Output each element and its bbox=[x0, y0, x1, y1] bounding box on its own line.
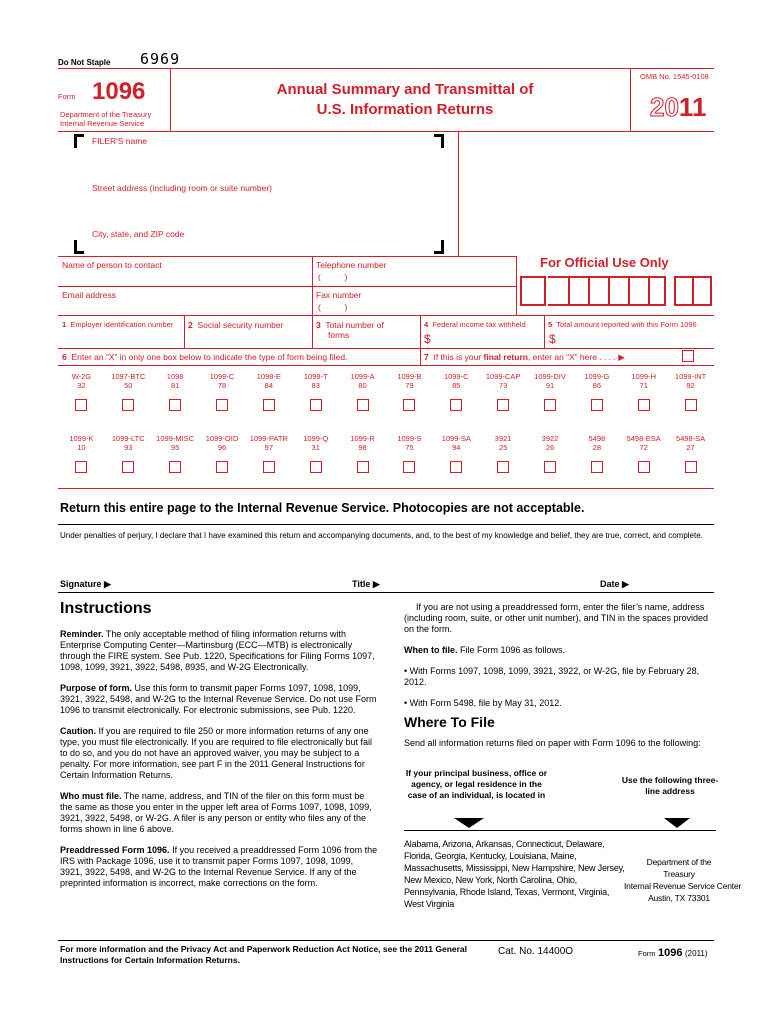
form-type-checkbox-5498-sa[interactable] bbox=[685, 461, 697, 473]
form-type-name: 1099-PATR bbox=[249, 434, 288, 443]
form-type-code: 80 bbox=[358, 381, 367, 390]
purpose-lead: Purpose of form. bbox=[60, 683, 133, 693]
final-return-checkbox[interactable] bbox=[682, 350, 694, 362]
form-types-top-rule bbox=[58, 365, 714, 366]
form-type-code: 10 bbox=[77, 443, 86, 452]
contact-top-rule bbox=[58, 256, 516, 257]
form-type-name: 1098-T bbox=[303, 372, 328, 381]
form-type-name: 1099-B bbox=[397, 372, 422, 381]
form-type-name: 1098-E bbox=[256, 372, 281, 381]
phone-parens: ( ) bbox=[318, 272, 348, 282]
form-type-checkbox-1097-btc[interactable] bbox=[122, 399, 134, 411]
form-type-name: 1099-LTC bbox=[111, 434, 145, 443]
not-preaddressed-paragraph: If you are not using a preaddressed form, enter the filer’s name, address (including room, suite, or other unit number), and TIN in the spaces provided on the form. bbox=[404, 602, 708, 634]
location-column-heading: If your principal business, office or agency, or legal residence in the case of an individual, is located in bbox=[405, 768, 548, 800]
footer-form-number: 1096 bbox=[658, 947, 683, 959]
form-type-checkbox-1099-k[interactable] bbox=[75, 461, 87, 473]
title-label: Title ▶ bbox=[352, 579, 380, 589]
official-use-box-4 bbox=[588, 276, 610, 306]
down-arrow-left-icon bbox=[454, 818, 484, 828]
form-type-label bbox=[385, 434, 433, 452]
form-type-code: 93 bbox=[124, 443, 133, 452]
form-type-label bbox=[198, 434, 246, 452]
form-type-name: 1097-BTC bbox=[111, 372, 146, 381]
form-type-name: 5498-SA bbox=[675, 434, 706, 443]
box5-number: 5 bbox=[548, 320, 553, 329]
agency-name: Internal Revenue Service bbox=[60, 119, 145, 128]
form-type-code: 28 bbox=[592, 443, 602, 452]
form-type-name: 1098 bbox=[166, 372, 184, 381]
form-type-name: 1099-C bbox=[443, 372, 469, 381]
corner-mark-bl-h bbox=[74, 251, 84, 254]
box2-label bbox=[188, 320, 283, 330]
box7-arrow: . . . . ▶ bbox=[599, 352, 625, 362]
form-type-checkbox-1099-h[interactable] bbox=[638, 399, 650, 411]
form-type-checkbox-1099-b[interactable] bbox=[403, 399, 415, 411]
year-outline: 20 bbox=[650, 92, 679, 122]
corner-mark-tr-h bbox=[434, 134, 444, 137]
form-type-name: 1099-K bbox=[69, 434, 94, 443]
header-divider-left bbox=[170, 68, 171, 131]
form-type-checkbox-1099-patr[interactable] bbox=[263, 461, 275, 473]
filer-city-label: City, state, and ZIP code bbox=[92, 229, 185, 239]
purpose-text: Use this form to transmit paper Forms 1097, 1098, 1099, 3921, 3922, 5498, and W-2G to the Internal Revenue Service. Do not use Form 1096 to transmit electronically. For electronic submissions, see Pub. 1220. bbox=[60, 683, 377, 715]
box4-label bbox=[424, 320, 526, 329]
grid-bottom-rule bbox=[58, 488, 714, 489]
form-type-name: W-2G bbox=[71, 372, 92, 381]
fax-label: Fax number bbox=[316, 290, 362, 300]
form-type-name: 1099-DIV bbox=[534, 372, 566, 381]
form-type-code: 94 bbox=[452, 443, 461, 452]
form-type-name: 3921 bbox=[494, 434, 512, 443]
preaddressed-lead: Preaddressed Form 1096. bbox=[60, 845, 170, 855]
official-use-box-9 bbox=[692, 276, 712, 306]
form-type-label bbox=[245, 372, 293, 390]
form-type-label bbox=[151, 434, 199, 452]
box4-dollar: $ bbox=[424, 332, 431, 346]
form-type-checkbox-1099-misc[interactable] bbox=[169, 461, 181, 473]
form-type-label bbox=[573, 372, 621, 390]
form-type-label bbox=[432, 434, 480, 452]
header-divider-right bbox=[630, 68, 631, 131]
form-type-checkbox-3922[interactable] bbox=[544, 461, 556, 473]
form-title bbox=[200, 80, 610, 120]
box5-text: Total amount reported with this Form 1096 bbox=[556, 320, 697, 329]
form-type-name: 1099-Q bbox=[303, 434, 329, 443]
box7-text-pre: If this is your bbox=[433, 352, 484, 362]
privacy-notice: For more information and the Privacy Act and Paperwork Reduction Act Notice, see the 2011 General Instructions for Certain Information Returns. bbox=[60, 944, 468, 965]
form-type-name: 1099-OID bbox=[205, 434, 239, 443]
form-label: Form bbox=[58, 92, 76, 101]
header-bottom-rule bbox=[58, 131, 714, 132]
form-type-checkbox-1099-int[interactable] bbox=[685, 399, 697, 411]
form-type-label bbox=[339, 372, 387, 390]
form-type-label bbox=[479, 372, 527, 390]
form-type-code: 92 bbox=[686, 381, 695, 390]
form-type-name: 1099-INT bbox=[674, 372, 707, 381]
form-type-name: 5498 bbox=[588, 434, 606, 443]
box6-text: Enter an “X” in only one box below to indicate the type of form being filed. bbox=[71, 352, 348, 362]
official-use-box-8 bbox=[674, 276, 694, 306]
form-type-code: 98 bbox=[358, 443, 367, 452]
instructions-right-column bbox=[404, 602, 716, 719]
form-type-label bbox=[479, 434, 527, 452]
form-type-label bbox=[667, 434, 715, 452]
form-type-code: 32 bbox=[77, 381, 86, 390]
form-type-code: 95 bbox=[170, 443, 180, 452]
footer-form-label: Form bbox=[638, 949, 656, 958]
catalog-number: Cat. No. 14400O bbox=[498, 946, 574, 957]
form-type-code: 73 bbox=[498, 381, 508, 390]
who-paragraph bbox=[60, 791, 378, 835]
corner-mark-br-h bbox=[434, 251, 444, 254]
instructions-heading: Instructions bbox=[60, 600, 152, 617]
form-type-checkbox-1099-a[interactable] bbox=[357, 399, 369, 411]
form-type-code: 81 bbox=[170, 381, 180, 390]
contact-mid-hrule bbox=[58, 286, 516, 287]
form-type-label bbox=[57, 434, 105, 452]
irs-address bbox=[624, 856, 742, 904]
preaddressed-paragraph bbox=[60, 845, 378, 889]
form-type-code: 27 bbox=[686, 443, 695, 452]
official-use-box-5 bbox=[608, 276, 630, 306]
form-type-name: 3922 bbox=[541, 434, 559, 443]
states-list: Alabama, Arizona, Arkansas, Connecticut, Delaware, Florida, Georgia, Kentucky, Louisiana, Maine, Massachusetts, Mississippi, New Hampshire, New Jersey, New Mexico, New York, North Carolina, Ohio, Pennsylvania, Rhode Island, Texas, Vermont, Virginia, West Virginia bbox=[404, 839, 625, 909]
official-use-box-6 bbox=[628, 276, 650, 306]
form-type-checkbox-1099-s[interactable] bbox=[403, 461, 415, 473]
title-line2: U.S. Information Returns bbox=[316, 101, 494, 118]
box4-text: Federal income tax withheld bbox=[432, 320, 526, 329]
contact-person-label: Name of person to contact bbox=[62, 260, 162, 270]
where-to-file-text: Send all information returns filed on paper with Form 1096 to the following: bbox=[404, 738, 701, 748]
form-type-checkbox-1099-ltc[interactable] bbox=[122, 461, 134, 473]
when-lead: When to file. bbox=[404, 645, 458, 655]
box4-number: 4 bbox=[424, 320, 429, 329]
form-type-label bbox=[292, 434, 340, 452]
filer-street-label: Street address (including room or suite number) bbox=[92, 183, 272, 193]
form-type-code: 85 bbox=[452, 381, 461, 390]
form-type-label bbox=[292, 372, 340, 390]
box1-number: 1 bbox=[62, 320, 67, 329]
box7-text-bold: final return bbox=[483, 352, 528, 362]
form-type-checkbox-1098-t[interactable] bbox=[310, 399, 322, 411]
footer-rule bbox=[58, 940, 714, 941]
form-type-label bbox=[573, 434, 621, 452]
footer-year: (2011) bbox=[685, 949, 708, 958]
bullet-2: • With Form 5498, file by May 31, 2012. bbox=[404, 698, 562, 708]
bullet-1-text: With Forms 1097, 1098, 1099, 3921, 3922, or W-2G, file by February 28, 2012. bbox=[404, 666, 700, 687]
signature-label: Signature ▶ bbox=[60, 579, 111, 589]
bullet-2-text: With Form 5498, file by May 31, 2012. bbox=[409, 698, 562, 708]
box2-rule bbox=[312, 315, 313, 348]
handwritten-code: 6969 bbox=[140, 50, 181, 68]
form-type-checkbox-w-2g[interactable] bbox=[75, 399, 87, 411]
year-solid: 11 bbox=[678, 92, 707, 122]
form-type-code: 25 bbox=[498, 443, 508, 452]
do-not-staple: Do Not Staple bbox=[58, 58, 111, 67]
form-type-checkbox-1099-oid[interactable] bbox=[216, 461, 228, 473]
filer-name-label: FILER'S name bbox=[92, 136, 148, 146]
form-type-label bbox=[198, 372, 246, 390]
official-use-heading: For Official Use Only bbox=[540, 255, 669, 270]
form-type-name: 1099-G bbox=[584, 372, 610, 381]
official-use-box-2 bbox=[548, 276, 570, 306]
where-table-rule bbox=[404, 830, 716, 831]
department-name: Department of the Treasury bbox=[60, 110, 152, 119]
corner-mark-tl-h bbox=[74, 134, 84, 137]
purpose-paragraph bbox=[60, 683, 378, 716]
box3-number: 3 bbox=[316, 320, 321, 330]
form-type-checkbox-5498[interactable] bbox=[591, 461, 603, 473]
form-type-name: 1099-H bbox=[631, 372, 656, 381]
form-type-code: 79 bbox=[405, 381, 414, 390]
form-type-label bbox=[667, 372, 715, 390]
form-type-checkbox-1098-e[interactable] bbox=[263, 399, 275, 411]
form-number: 1096 bbox=[92, 78, 146, 105]
form-type-name: 1099-MISC bbox=[156, 434, 195, 443]
form-type-name: 5498-ESA bbox=[626, 434, 661, 443]
form-type-checkbox-1099-g[interactable] bbox=[591, 399, 603, 411]
form-type-checkbox-1098-c[interactable] bbox=[216, 399, 228, 411]
date-label: Date ▶ bbox=[600, 579, 629, 589]
irs-address-line1: Department of the Treasury bbox=[646, 857, 712, 879]
form-type-label bbox=[245, 434, 293, 452]
form-type-checkbox-1099-div[interactable] bbox=[544, 399, 556, 411]
boxes-top-rule bbox=[58, 315, 714, 316]
form-type-code: 96 bbox=[217, 443, 227, 452]
reminder-lead: Reminder. bbox=[60, 629, 104, 639]
down-arrow-right-icon bbox=[664, 818, 690, 828]
instructions-left-column bbox=[60, 629, 378, 899]
box3-rule bbox=[420, 315, 421, 365]
box6-label bbox=[62, 352, 347, 362]
who-text: The name, address, and TIN of the filer on this form must be the same as those you enter in the upper left area of Forms 1097, 1098, 1099, 3921, 3922, 5498, or W-2G. A filer is any person or entity who files any of the forms shown in line 6 above. bbox=[60, 791, 372, 834]
form-type-checkbox-1099-sa[interactable] bbox=[450, 461, 462, 473]
fax-parens: ( ) bbox=[318, 302, 348, 312]
phone-label: Telephone number bbox=[316, 260, 387, 270]
header-top-rule bbox=[58, 68, 714, 69]
box3-text: Total number of bbox=[325, 320, 384, 330]
irs-address-line3: Austin, TX 73301 bbox=[648, 893, 710, 903]
form-type-code: 91 bbox=[545, 381, 555, 390]
tax-year bbox=[650, 92, 706, 123]
form-type-code: 72 bbox=[639, 443, 648, 452]
department bbox=[60, 110, 151, 128]
title-line1: Annual Summary and Transmittal of bbox=[276, 81, 534, 98]
perjury-statement: Under penalties of perjury, I declare that I have examined this return and accompanying documents, and, to the best of my knowledge and belief, they are true, correct, and complete. bbox=[60, 531, 703, 540]
form-type-label bbox=[432, 372, 480, 390]
form-type-checkbox-1099-c[interactable] bbox=[450, 399, 462, 411]
form-type-code: 97 bbox=[264, 443, 274, 452]
box7-text-post: , enter an “X” here bbox=[527, 352, 597, 362]
form-type-label bbox=[104, 434, 152, 452]
form-type-label bbox=[385, 372, 433, 390]
form-type-code: 84 bbox=[264, 381, 274, 390]
footer-form-id bbox=[638, 947, 708, 959]
when-paragraph bbox=[404, 645, 716, 656]
box5-label bbox=[548, 320, 697, 329]
preaddressed-text: If you received a preaddressed Form 1096 from the IRS with Package 1096, use it to transmit paper Forms 1097, 1098, 1099, 3921, 3922, 5498, and W-2G to the Internal Revenue Service. If any of the preprinted information is incorrect, make corrections on the form. bbox=[60, 845, 378, 888]
form-type-label bbox=[526, 434, 574, 452]
form-type-name: 1099-R bbox=[350, 434, 375, 443]
filer-right-rule bbox=[458, 131, 459, 257]
form-type-checkbox-1098[interactable] bbox=[169, 399, 181, 411]
form-type-name: 1099-CAP bbox=[485, 372, 521, 381]
who-lead: Who must file. bbox=[60, 791, 122, 801]
official-use-box-1 bbox=[520, 276, 546, 306]
form-type-name: 1099-SA bbox=[441, 434, 471, 443]
box4-rule bbox=[544, 315, 545, 348]
form-type-label bbox=[104, 372, 152, 390]
form-type-label bbox=[526, 372, 574, 390]
official-use-left-rule bbox=[516, 256, 517, 315]
box1-rule bbox=[184, 315, 185, 348]
address-column-heading: Use the following three-line address bbox=[621, 775, 719, 796]
box7-number: 7 bbox=[424, 352, 429, 362]
bullet-1: • With Forms 1097, 1098, 1099, 3921, 3922, or W-2G, file by February 28, 2012. bbox=[404, 666, 700, 687]
box3-text2: forms bbox=[328, 330, 350, 340]
irs-address-line2: Internal Revenue Service Center bbox=[624, 881, 742, 891]
form-type-code: 50 bbox=[124, 381, 133, 390]
form-type-checkbox-3921[interactable] bbox=[497, 461, 509, 473]
when-text: File Form 1096 as follows. bbox=[457, 645, 566, 655]
box1-label bbox=[62, 320, 173, 329]
form-type-code: 83 bbox=[311, 381, 320, 390]
box6-number: 6 bbox=[62, 352, 67, 362]
box1-text: Employer identification number bbox=[70, 320, 174, 329]
box6-top-rule bbox=[58, 348, 714, 349]
form-type-name: 1098-C bbox=[209, 372, 235, 381]
signature-rule bbox=[58, 592, 714, 593]
official-use-box-7 bbox=[648, 276, 666, 306]
form-type-code: 31 bbox=[311, 443, 320, 452]
reminder-text: The only acceptable method of filing information returns with Enterprise Computing Center—Martinsburg (ECC—MTB) is electronically through the FIRE system. See Pub. 1220, Specifications for Filing Forms 1097, 1098, 1099, 3921, 3922, 5498, 8935, and W-2G Electronically. bbox=[60, 629, 375, 672]
return-notice: Return this entire page to the Internal Revenue Service. Photocopies are not acceptable. bbox=[60, 501, 585, 515]
reminder-paragraph bbox=[60, 629, 378, 673]
form-type-label bbox=[339, 434, 387, 452]
box3-label bbox=[316, 320, 384, 340]
form-type-name: 1099-S bbox=[397, 434, 422, 443]
omb-number: OMB No. 1545-0108 bbox=[640, 72, 709, 81]
caution-paragraph bbox=[60, 726, 378, 781]
form-type-checkbox-1099-q[interactable] bbox=[310, 461, 322, 473]
form-type-label bbox=[57, 372, 105, 390]
box5-dollar: $ bbox=[549, 332, 556, 346]
caution-text: If you are required to file 250 or more information returns of any one type, you must file electronically. If you are required to file electronically but fail to do so, and you do not have an approved waiver, you may be subject to a penalty. For more information, see part F in the 2011 General Instructions for Certain Information Returns. bbox=[60, 726, 372, 780]
form-type-checkbox-1099-r[interactable] bbox=[357, 461, 369, 473]
form-type-code: 75 bbox=[405, 443, 414, 452]
form-type-code: 86 bbox=[592, 381, 602, 390]
official-use-box-3 bbox=[568, 276, 590, 306]
form-type-checkbox-1099-cap[interactable] bbox=[497, 399, 509, 411]
form-type-label bbox=[620, 372, 668, 390]
box7-label bbox=[424, 352, 625, 363]
form-type-checkbox-5498-esa[interactable] bbox=[638, 461, 650, 473]
box2-text: Social security number bbox=[197, 320, 284, 330]
form-type-name: 1099-A bbox=[350, 372, 375, 381]
where-to-file-heading: Where To File bbox=[404, 714, 495, 730]
perjury-top-rule bbox=[58, 524, 714, 525]
email-label: Email address bbox=[62, 290, 116, 300]
caution-lead: Caution. bbox=[60, 726, 96, 736]
form-type-code: 26 bbox=[545, 443, 555, 452]
form-type-code: 78 bbox=[217, 381, 227, 390]
form-type-label bbox=[151, 372, 199, 390]
form-type-label bbox=[620, 434, 668, 452]
box2-number: 2 bbox=[188, 320, 193, 330]
form-type-code: 71 bbox=[639, 381, 648, 390]
